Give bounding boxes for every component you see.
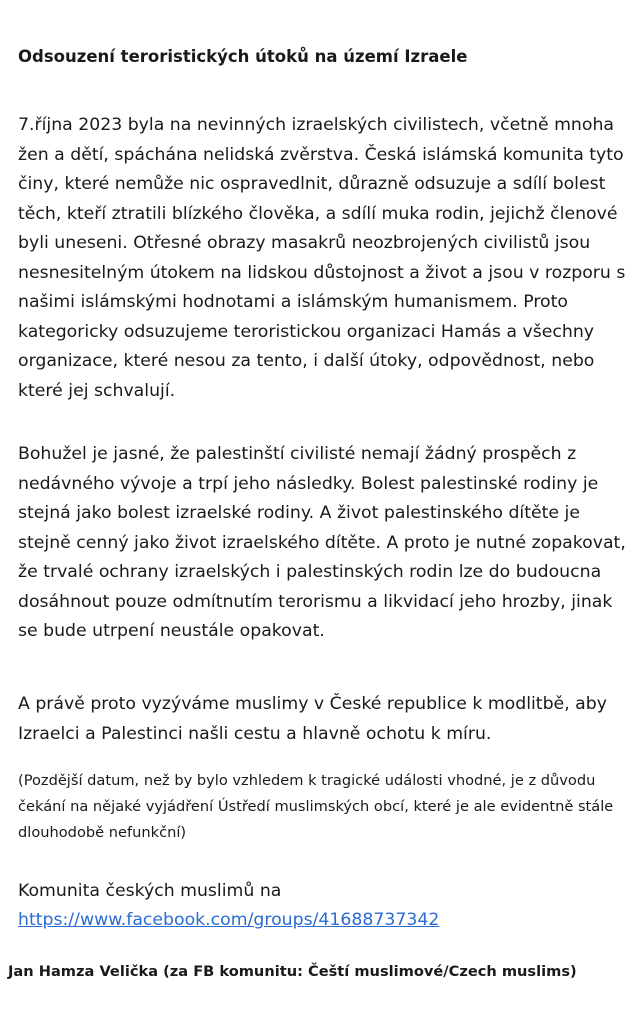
facebook-group-link[interactable]: https://www.facebook.com/groups/41688737342 — [18, 910, 440, 930]
author-line: Jan Hamza Velička (za FB komunitu: Čeští muslimové/Czech muslims) — [8, 963, 577, 980]
date-note: (Pozdější datum, než by bylo vzhledem k tragické události vhodné, je z důvodu čekání na nějaké vyjádření Ústředí muslimských obcí, které je ale evidentně stále dlouhodobě nefunkční) — [18, 772, 614, 841]
paragraph-call-to-prayer: A právě proto vyzýváme muslimy v České republice k modlitbě, aby Izraelci a Palestinci našli cestu a hlavně ochotu k míru. — [18, 694, 607, 744]
paragraph-condemnation: 7.října 2023 byla na nevinných izraelských civilistech, včetně mnoha žen a dětí, spáchána nelidská zvěrstva. Česká islámská komunita tyto činy, které nemůže nic ospravedlnit, důrazně odsuzuje a sdílí bolest těch, kteří ztratili blízkého člověka, a sdílí muka rodin, jejichž členové byli uneseni. Otřesné obrazy masakrů neozbrojených civilistů jsou nesnesitelným útokem na lidskou důstojnost a život a jsou v rozporu s našimi islámskými hodnotami a islámským humanismem. Proto kategoricky odsuzujeme teroristickou organizaci Hamás a všechny organizace, které nesou za tento, i další útoky, odpovědnost, nebo které jej schvalují. — [18, 115, 626, 401]
document-title: Odsouzení teroristických útoků na území Izraele — [18, 47, 468, 66]
community-signature: Komunita českých muslimů na — [18, 881, 282, 901]
paragraph-palestinian-civilians: Bohužel je jasné, že palestinští civilisté nemají žádný prospěch z nedávného vývoje a trpí jeho následky. Bolest palestinské rodiny je stejná jako bolest izraelské rodiny. A život palestinského dítěte je stejně cenný jako život izraelského dítěte. A proto je nutné zopakovat, že trvalé ochrany izraelských i palestinských rodin lze do budoucna dosáhnout pouze odmítnutím terorismu a likvidací jeho hrozby, jinak se bude utrpení neustále opakovat. — [18, 444, 626, 641]
